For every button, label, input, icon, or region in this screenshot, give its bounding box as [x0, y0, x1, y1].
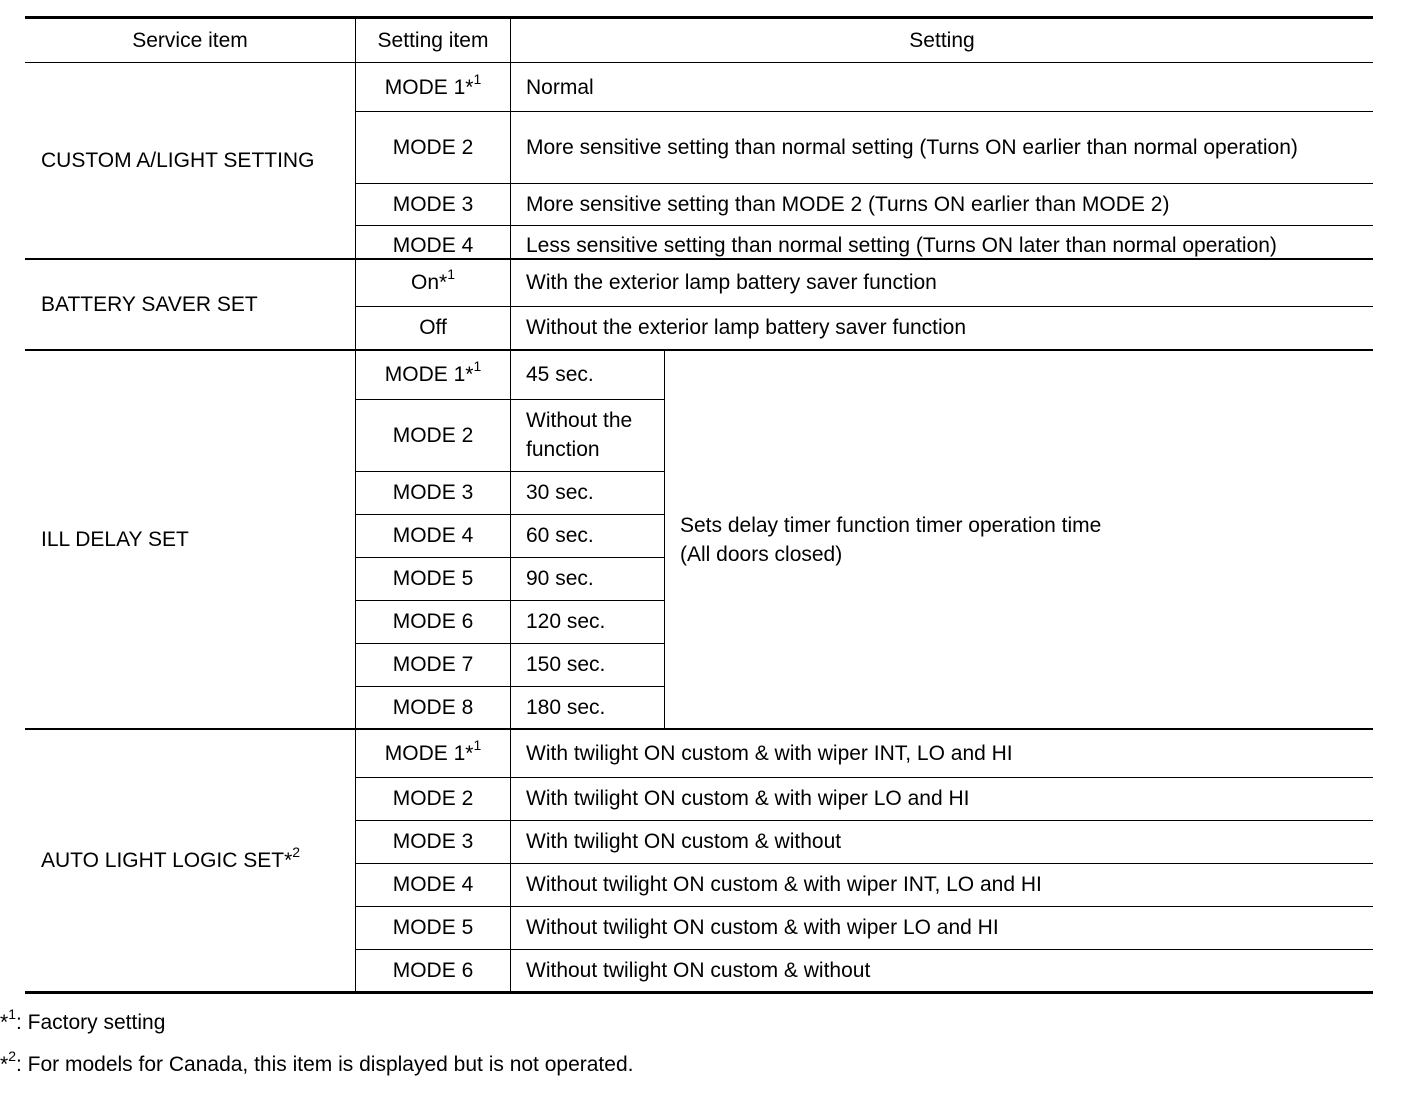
setting-desc: With twilight ON custom & without — [511, 820, 1374, 863]
delay-value: 180 sec. — [511, 686, 665, 729]
setting-desc: More sensitive setting than MODE 2 (Turns ON earlier than MODE 2) — [511, 184, 1374, 226]
setting-item-cell: MODE 5 — [356, 906, 511, 949]
table-row — [25, 259, 1373, 306]
setting-item-cell: MODE 3 — [356, 184, 511, 226]
ill-delay-description — [665, 350, 1374, 729]
setting-desc: Normal — [511, 63, 1374, 112]
header-setting: Setting — [511, 18, 1374, 63]
setting-item-cell: MODE 1*$^1$ — [356, 729, 511, 777]
delay-value: 30 sec. — [511, 471, 665, 514]
delay-value: 90 sec. — [511, 557, 665, 600]
setting-item-cell: MODE 5 — [356, 557, 511, 600]
service-custom-alight: CUSTOM A/LIGHT SETTING — [25, 63, 356, 260]
setting-item-cell: MODE 2 — [356, 112, 511, 184]
footnote-canada: *$^2$: For models for Canada, this item is displayed but is not operated. — [0, 1048, 634, 1076]
service-auto-light-logic: AUTO LIGHT LOGIC SET*$^2$ — [25, 729, 356, 992]
delay-value: 120 sec. — [511, 600, 665, 643]
setting-desc: More sensitive setting than normal setting (Turns ON earlier than normal operation) — [511, 112, 1374, 184]
setting-desc: With the exterior lamp battery saver function — [511, 259, 1374, 306]
table-row — [25, 350, 1373, 399]
setting-item-cell: MODE 8 — [356, 686, 511, 729]
table-row — [25, 729, 1373, 777]
setting-item-cell: MODE 1*$^1$ — [356, 63, 511, 112]
footnotes — [0, 1002, 633, 1086]
setting-item-cell: MODE 6 — [356, 600, 511, 643]
setting-item-cell: MODE 7 — [356, 643, 511, 686]
setting-item-cell: MODE 4 — [356, 514, 511, 557]
delay-value: 60 sec. — [511, 514, 665, 557]
header-setting-item: Setting item — [356, 18, 511, 63]
setting-desc: Without the exterior lamp battery saver function — [511, 306, 1374, 350]
setting-desc: Without twilight ON custom & with wiper LO and HI — [511, 906, 1374, 949]
ill-delay-desc-line2: (All doors closed) — [680, 542, 843, 566]
setting-desc: Without twilight ON custom & without — [511, 949, 1374, 992]
footnote-factory-setting: *$^1$: Factory setting — [0, 1006, 166, 1034]
service-battery-saver: BATTERY SAVER SET — [25, 259, 356, 350]
setting-item-cell: MODE 3 — [356, 820, 511, 863]
service-settings-table — [25, 16, 1373, 994]
setting-item-cell: MODE 4 — [356, 863, 511, 906]
delay-value: Without the function — [511, 399, 665, 471]
setting-item-cell: Off — [356, 306, 511, 350]
table-header-row — [25, 18, 1373, 63]
setting-item-cell: MODE 3 — [356, 471, 511, 514]
delay-value: 45 sec. — [511, 350, 665, 399]
setting-item-cell: MODE 4 — [356, 226, 511, 260]
delay-value: 150 sec. — [511, 643, 665, 686]
setting-desc: With twilight ON custom & with wiper LO and HI — [511, 777, 1374, 820]
setting-item-cell: On*$^1$ — [356, 259, 511, 306]
setting-item-cell: MODE 1*$^1$ — [356, 350, 511, 399]
setting-desc: Less sensitive setting than normal setting (Turns ON later than normal operation) — [511, 226, 1374, 260]
setting-item-cell: MODE 6 — [356, 949, 511, 992]
ill-delay-desc-line1: Sets delay timer function timer operation time — [680, 513, 1102, 537]
setting-item-cell: MODE 2 — [356, 777, 511, 820]
setting-desc: With twilight ON custom & with wiper INT, LO and HI — [511, 729, 1374, 777]
table-row — [25, 63, 1373, 112]
header-service-item: Service item — [25, 18, 356, 63]
setting-desc: Without twilight ON custom & with wiper INT, LO and HI — [511, 863, 1374, 906]
setting-item-cell: MODE 2 — [356, 399, 511, 471]
service-ill-delay: ILL DELAY SET — [25, 350, 356, 729]
